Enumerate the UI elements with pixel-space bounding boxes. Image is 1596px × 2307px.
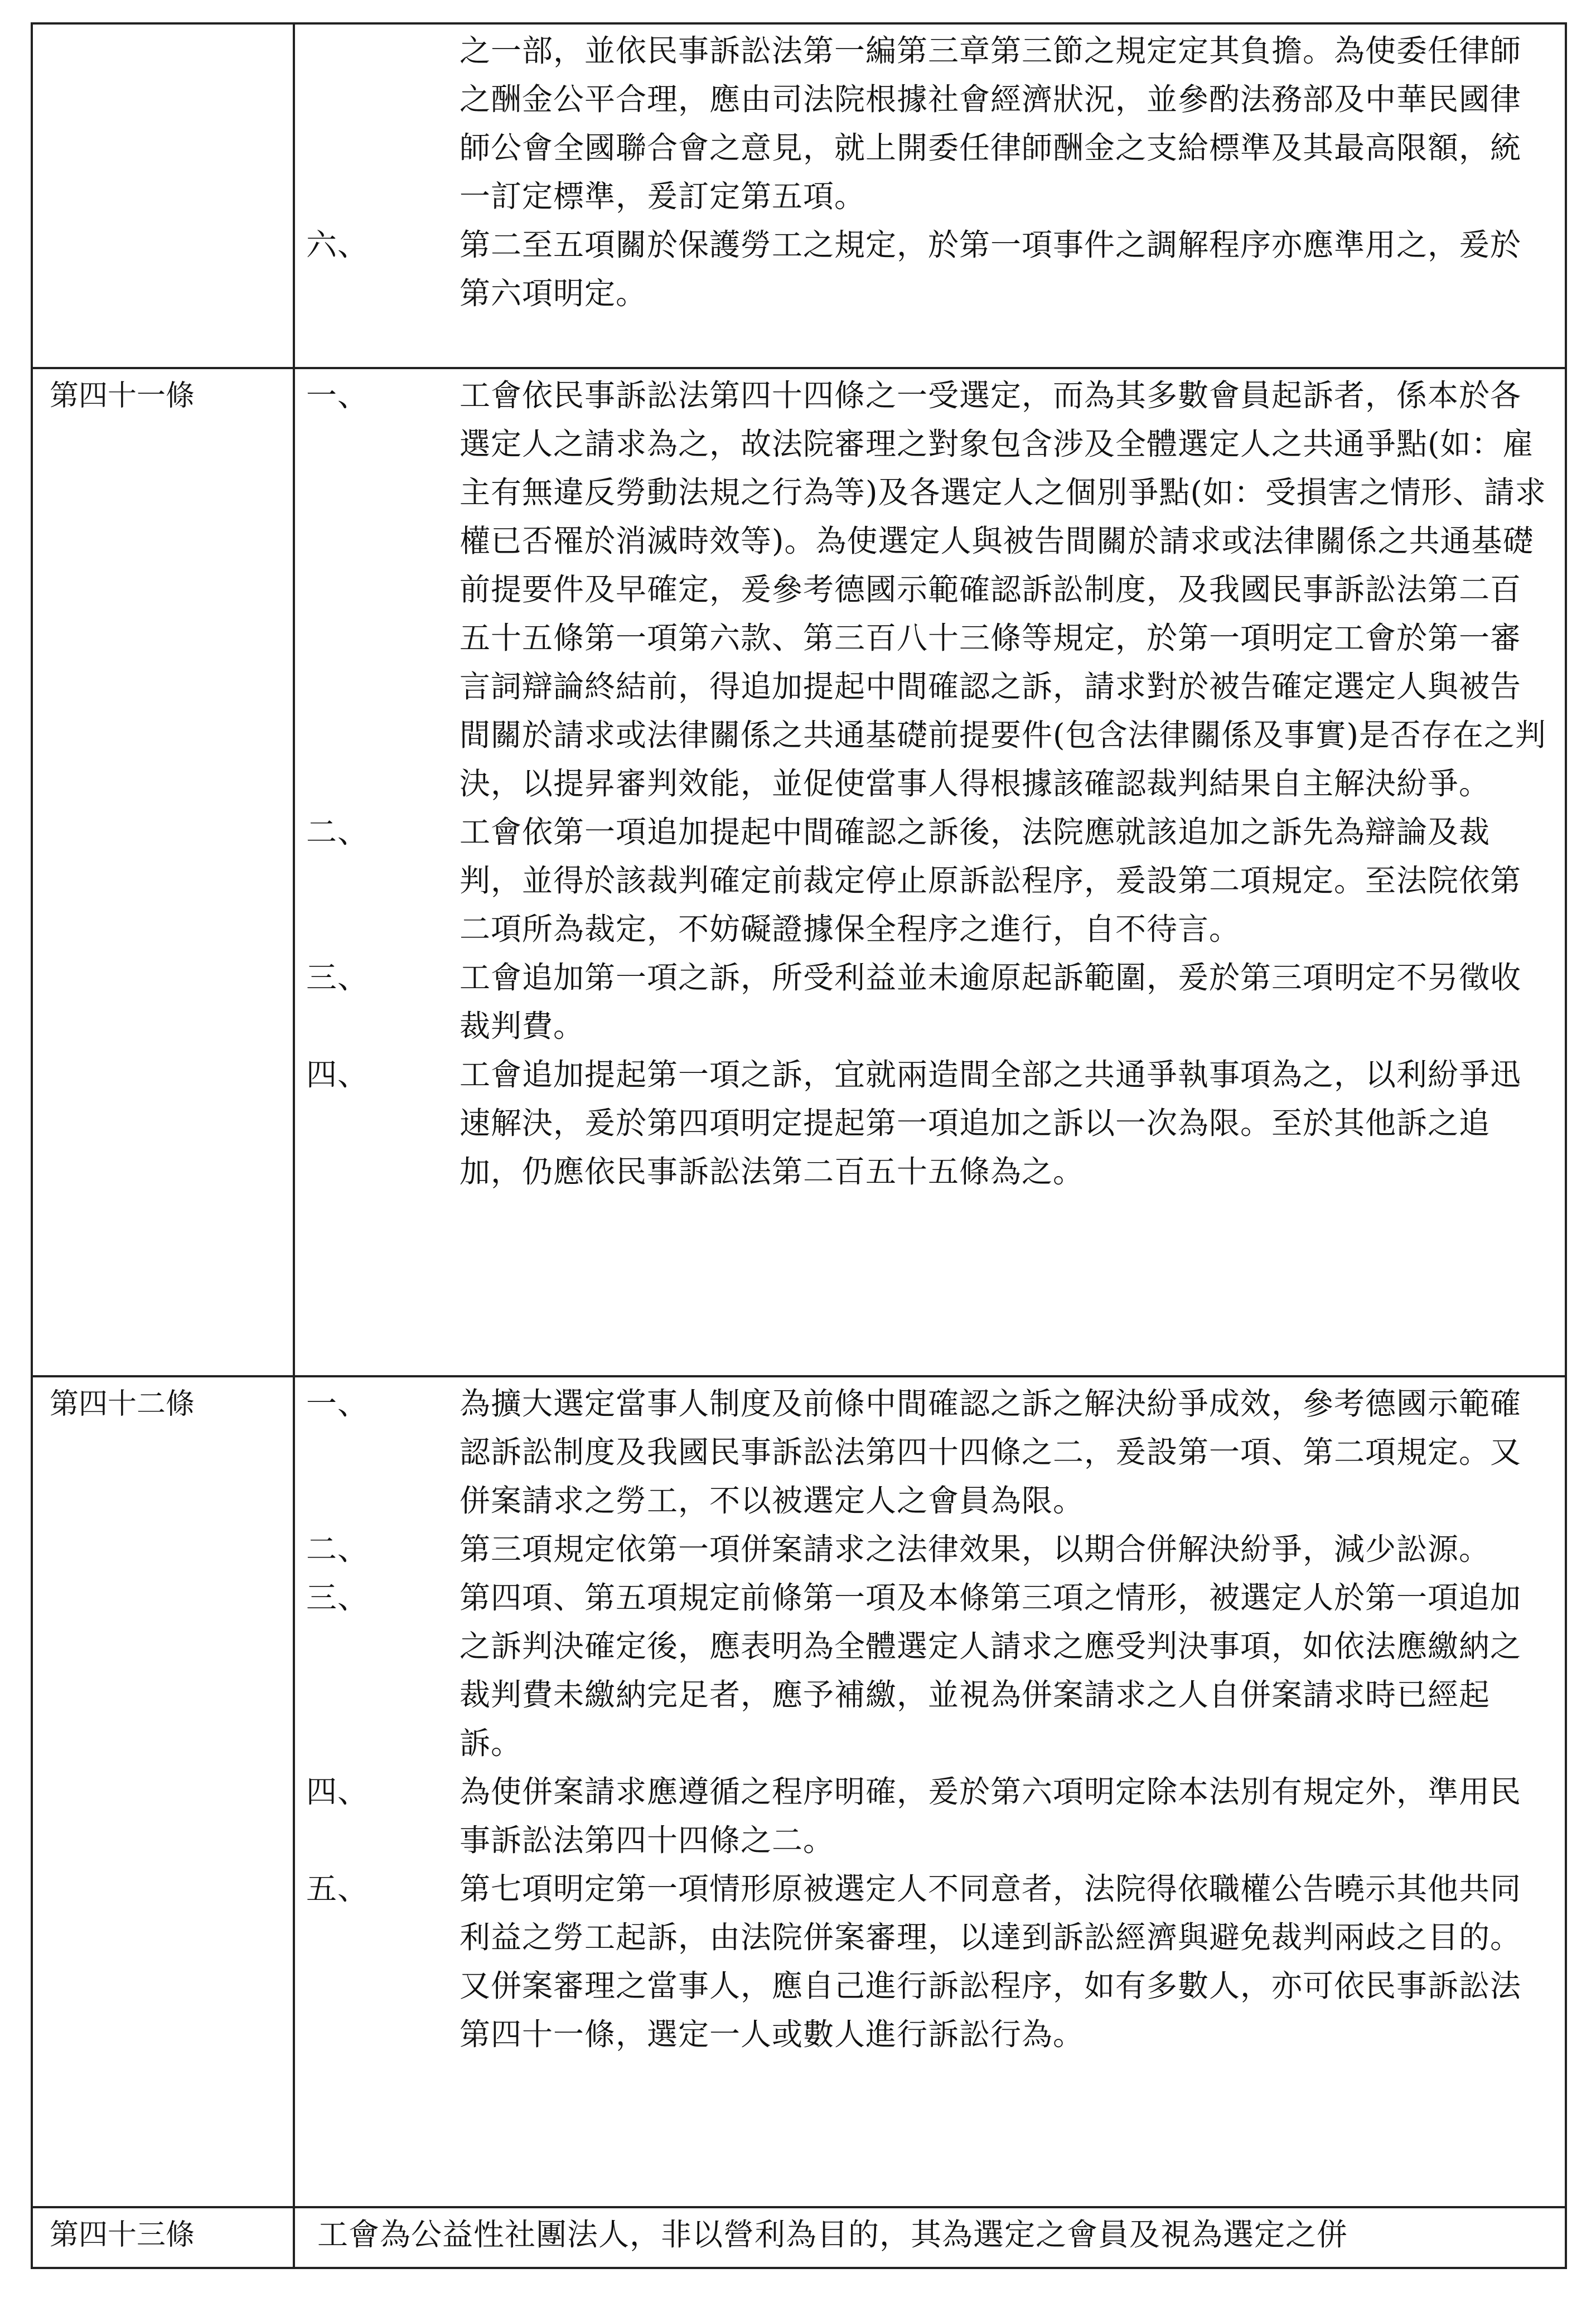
table-row (32, 368, 1566, 1376)
explanation-item (306, 1051, 1548, 1196)
article-label: 第四十一條 (50, 379, 195, 413)
item-text: 工會追加提起第一項之訴，宜就兩造間全部之共通爭執事項為之，以利紛爭迅速解決，爰於第四項明定提起第一項追加之訴以一次為限。至於其他訴之追加，仍應依民事訴訟法第二百五十五條為之。 (460, 1057, 1522, 1189)
article-label-cell (32, 23, 294, 368)
explanation-item (306, 1380, 1548, 1525)
explanation-item (306, 954, 1548, 1051)
item-number: 四、 (306, 1774, 369, 1810)
explanation-item (306, 1865, 1548, 2059)
item-number: 四、 (306, 1057, 369, 1092)
item-number: 一、 (306, 1386, 369, 1421)
explanation-item (306, 1525, 1548, 1574)
explanation-table (31, 22, 1567, 2269)
item-number: 一、 (306, 378, 369, 413)
explanation-item (306, 1768, 1548, 1865)
item-number: 五、 (306, 1871, 369, 1907)
article-label-cell (32, 1376, 294, 2207)
item-number: 六、 (306, 227, 369, 263)
item-text: 第四項、第五項規定前條第一項及本條第三項之情形，被選定人於第一項追加之訴判決確定後，應表明為全體選定人請求之應受判決事項，如依法應繳納之裁判費未繳納完足者，應予補繳，並視為併案請求之人自併案請求時已經起訴。 (460, 1580, 1522, 1761)
explanation-cell (294, 23, 1566, 368)
item-number: 二、 (306, 1531, 369, 1567)
explanation-paragraph: 之一部，並依民事訴訟法第一編第三章第三節之規定定其負擔。為使委任律師之酬金公平合理，應由司法院根據社會經濟狀況，並參酌法務部及中華民國律師公會全國聯合會之意見，就上開委任律師酬金之支給標準及其最高限額，統一訂定標準，爰訂定第五項。 (460, 33, 1522, 214)
item-text: 第七項明定第一項情形原被選定人不同意者，法院得依職權公告曉示其他共同利益之勞工起訴，由法院併案審理，以達到訴訟經濟與避免裁判兩歧之目的。又併案審理之當事人，應自己進行訴訟程序，如有多數人，亦可依民事訴訟法第四十一條，選定一人或數人進行訴訟行為。 (460, 1871, 1522, 2052)
table-row (32, 2207, 1566, 2268)
article-label-cell (32, 2207, 294, 2268)
article-label: 第四十二條 (50, 1387, 195, 1421)
item-number: 二、 (306, 814, 369, 850)
item-text: 工會依民事訴訟法第四十四條之一受選定，而為其多數會員起訴者，係本於各選定人之請求為之，故法院審理之對象包含涉及全體選定人之共通爭點(如：雇主有無違反勞動法規之行為等)及各選定人之個別爭點(如：受損害之情形、請求權已否罹於消滅時效等)。為使選定人與被告間關於請求或法律關係之共通基礎前提要件及早確定，爰參考德國示範確認訴訟制度，及我國民事訴訟法第二百五十五條第一項第六款、第三百八十三條等規定，於第一項明定工會於第一審言詞辯論終結前，得追加提起中間確認之訴，請求對於被告確定選定人與被告間關於請求或法律關係之共通基礎前提要件(包含法律關係及事實)是否存在之判決，以提昇審判效能，並促使當事人得根據該確認裁判結果自主解決紛爭。 (460, 378, 1546, 801)
explanation-item (306, 221, 1548, 318)
explanation-item (306, 371, 1548, 808)
table-row (32, 23, 1566, 368)
item-text: 第三項規定依第一項併案請求之法律效果，以期合併解決紛爭，減少訟源。 (460, 1531, 1491, 1567)
explanation-paragraph: 工會為公益性社團法人，非以營利為目的，其為選定之會員及視為選定之併 (317, 2217, 1348, 2252)
item-text: 工會追加第一項之訴，所受利益並未逾原起訴範圍，爰於第三項明定不另徵收裁判費。 (460, 960, 1522, 1044)
item-text: 第二至五項關於保護勞工之規定，於第一項事件之調解程序亦應準用之，爰於第六項明定。 (460, 227, 1522, 311)
item-text: 為使併案請求應遵循之程序明確，爰於第六項明定除本法別有規定外，準用民事訴訟法第四十四條之二。 (460, 1774, 1522, 1858)
article-label: 第四十三條 (50, 2218, 195, 2252)
explanation-cell (294, 2207, 1566, 2268)
explanation-item (306, 1574, 1548, 1768)
article-label-cell (32, 368, 294, 1376)
explanation-cell (294, 1376, 1566, 2207)
explanation-cell (294, 368, 1566, 1376)
explanation-item (306, 808, 1548, 954)
item-text: 為擴大選定當事人制度及前條中間確認之訴之解決紛爭成效，參考德國示範確認訴訟制度及我國民事訴訟法第四十四條之二，爰設第一項、第二項規定。又併案請求之勞工，不以被選定人之會員為限。 (460, 1386, 1522, 1518)
table-row (32, 1376, 1566, 2207)
item-number: 三、 (306, 1580, 369, 1616)
item-text: 工會依第一項追加提起中間確認之訴後，法院應就該追加之訴先為辯論及裁判，並得於該裁判確定前裁定停止原訴訟程序，爰設第二項規定。至法院依第二項所為裁定，不妨礙證據保全程序之進行，自不待言。 (460, 814, 1522, 947)
item-number: 三、 (306, 960, 369, 995)
